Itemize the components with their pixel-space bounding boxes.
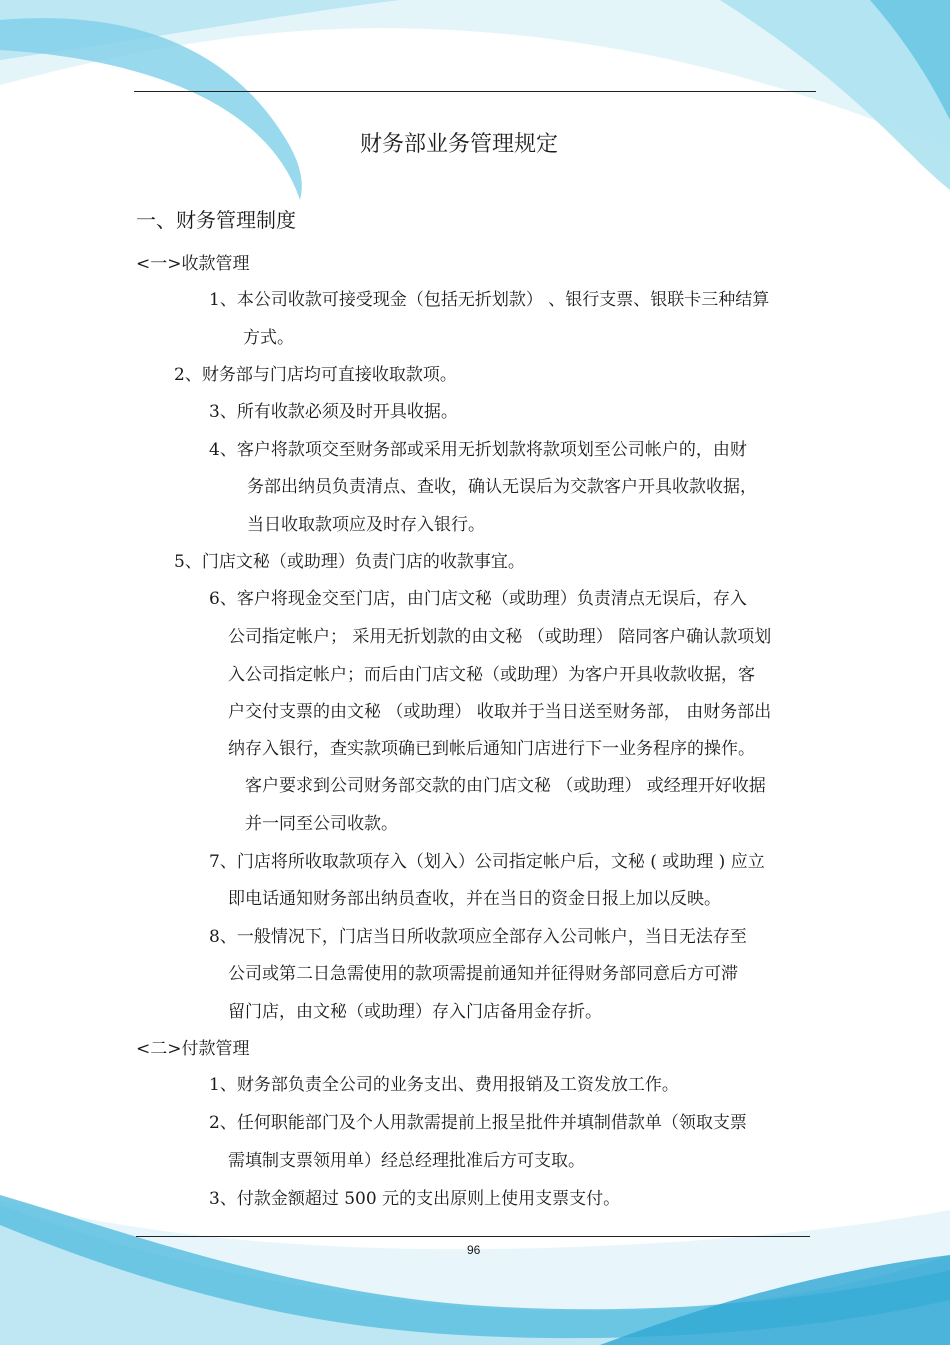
page-title: 财务部业务管理规定 — [360, 132, 559, 157]
page-number: 96 — [467, 1243, 481, 1257]
body-line: 7、门店将所收取款项存入（划入）公司指定帐户后，文秘 ( 或助理 ) 应立 — [209, 852, 765, 872]
body-line: 并一同至公司收款。 — [245, 814, 398, 834]
body-line: 即电话通知财务部出纳员查收，并在当日的资金日报上加以反映。 — [228, 889, 721, 909]
footer-rule — [136, 1236, 810, 1237]
body-line: 户交付支票的由文秘 （或助理） 收取并于当日送至财务部， 由财务部出 — [228, 702, 772, 722]
body-line: 4、客户将款项交至财务部或采用无折划款将款项划至公司帐户的，由财 — [209, 440, 747, 460]
body-line: 5、门店文秘（或助理）负责门店的收款事宜。 — [174, 552, 525, 572]
body-line: 2、任何职能部门及个人用款需提前上报呈批件并填制借款单（领取支票 — [209, 1113, 747, 1133]
body-line: 6、客户将现金交至门店，由门店文秘（或助理）负责清点无误后，存入 — [209, 589, 747, 609]
body-line: 需填制支票领用单）经总经理批准后方可支取。 — [228, 1151, 585, 1171]
body-line: 务部出纳员负责清点、查收，确认无误后为交款客户开具收款收据， — [247, 477, 757, 497]
body-line: 8、一般情况下，门店当日所收款项应全部存入公司帐户，当日无法存至 — [209, 927, 747, 947]
body-line: 入公司指定帐户；而后由门店文秘（或助理）为客户开具收款收据，客 — [228, 665, 755, 685]
body-line: 3、所有收款必须及时开具收据。 — [209, 402, 458, 422]
body-line: 留门店，由文秘（或助理）存入门店备用金存折。 — [228, 1002, 602, 1022]
body-line: 客户要求到公司财务部交款的由门店文秘 （或助理） 或经理开好收据 — [245, 776, 766, 796]
body-line: 纳存入银行，查实款项确已到帐后通知门店进行下一业务程序的操作。 — [228, 739, 755, 759]
body-line: 方式。 — [243, 328, 294, 348]
body-line: 当日收取款项应及时存入银行。 — [247, 515, 485, 535]
body-line: 公司指定帐户； 采用无折划款的由文秘 （或助理） 陪同客户确认款项划 — [228, 627, 772, 647]
header-rule — [134, 91, 816, 92]
subsection-heading: <二>付款管理 — [136, 1039, 250, 1059]
body-line: 1、财务部负责全公司的业务支出、费用报销及工资发放工作。 — [209, 1075, 679, 1095]
body-line: 3、付款金额超过 500 元的支出原则上使用支票支付。 — [209, 1189, 621, 1209]
top-wave-swoosh — [0, 18, 302, 200]
section-heading: 一、财务管理制度 — [136, 208, 296, 232]
subsection-heading: <一>收款管理 — [136, 254, 250, 274]
body-line: 公司或第二日急需使用的款项需提前通知并征得财务部同意后方可滞 — [228, 964, 738, 984]
body-line: 1、本公司收款可接受现金（包括无折划款） 、银行支票、银联卡三种结算 — [209, 290, 770, 310]
body-line: 2、财务部与门店均可直接收取款项。 — [174, 365, 457, 385]
